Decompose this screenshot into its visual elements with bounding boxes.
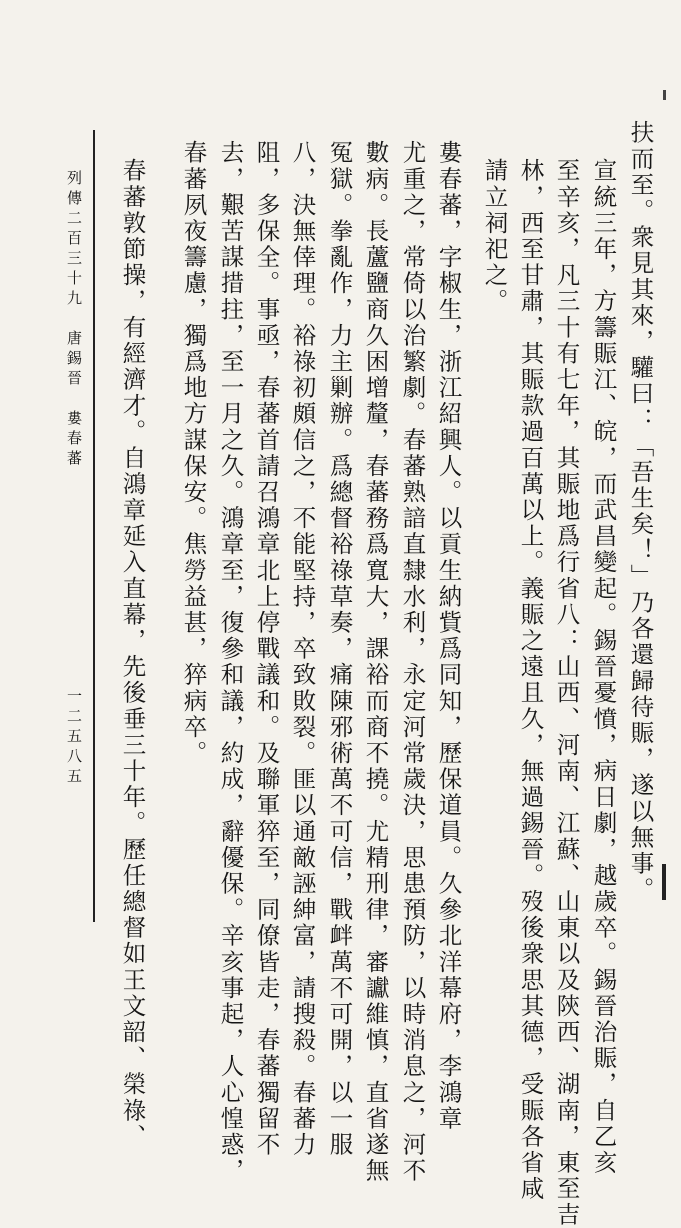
text-column: 林，西至甘肅，其賑款過百萬以上。義賑之遠且久，無過錫晉。歿後衆思其德，受賑各省咸 — [516, 158, 545, 1202]
text-column: 冤獄。拳亂作，力主剿辦。爲總督裕祿草奏，痛陳邪術萬不可信，戰衅萬不可開，以一服 — [325, 140, 354, 1158]
binding-edge-mark — [662, 864, 666, 900]
text-column: 數病。長蘆鹽商久困增釐，春蕃務爲寬大，課裕而商不撓。尤精刑律，審讞維慎，直省遂無 — [361, 140, 390, 1184]
header-chapter-label: 列傳二百三十九 唐錫晉 婁春蕃 — [65, 170, 83, 470]
text-column: 至辛亥，凡三十有七年，其賑地爲行省八：山西、河南、江蘇、山東以及陝西、湖南，東至吉 — [552, 158, 581, 1228]
margin-divider-line — [93, 130, 95, 922]
page-number: 一二五八五 — [65, 688, 83, 788]
text-column: 八，決無倖理。裕祿初頗信之，不能堅持，卒致敗裂。匪以通敵誣紳富，請搜殺。春蕃力 — [288, 140, 317, 1158]
text-column: 請立祠祀之。 — [480, 158, 509, 315]
text-column: 婁春蕃，字椒生，浙江紹興人。以貢生納貲爲同知，歷保道員。久參北洋幕府，李鴻章 — [434, 140, 463, 1132]
text-column: 尤重之，常倚以治繁劇。春蕃熟諳直隸水利，永定河常歲決，思患預防，以時消息之，河不 — [398, 140, 427, 1184]
text-column: 扶而至。衆見其來，驩曰：「吾生矣！」乃各還歸待賑，遂以無事。 — [626, 120, 655, 903]
text-column: 春蕃夙夜籌慮，獨爲地方謀保安。焦勞益甚，猝病卒。 — [179, 140, 208, 767]
text-column: 去，艱苦謀措拄，至一月之久。鴻章至，復參和議，約成，辭優保。辛亥事起，人心惶惑， — [216, 140, 245, 1184]
text-column: 阻，多保全。事亟，春蕃首請召鴻章北上停戰議和。及聯軍猝至，同僚皆走，春蕃獨留不 — [252, 140, 281, 1158]
binding-edge-tick — [663, 90, 666, 100]
text-column: 春蕃敦節操，有經濟才。自鴻章延入直幕，先後垂三十年。歷任總督如王文韶、榮祿、 — [118, 158, 147, 1150]
text-column: 宣統三年，方籌賑江、皖，而武昌變起。錫晉憂憤，病日劇，越歲卒。錫晉治賑，自乙亥 — [589, 158, 618, 1176]
